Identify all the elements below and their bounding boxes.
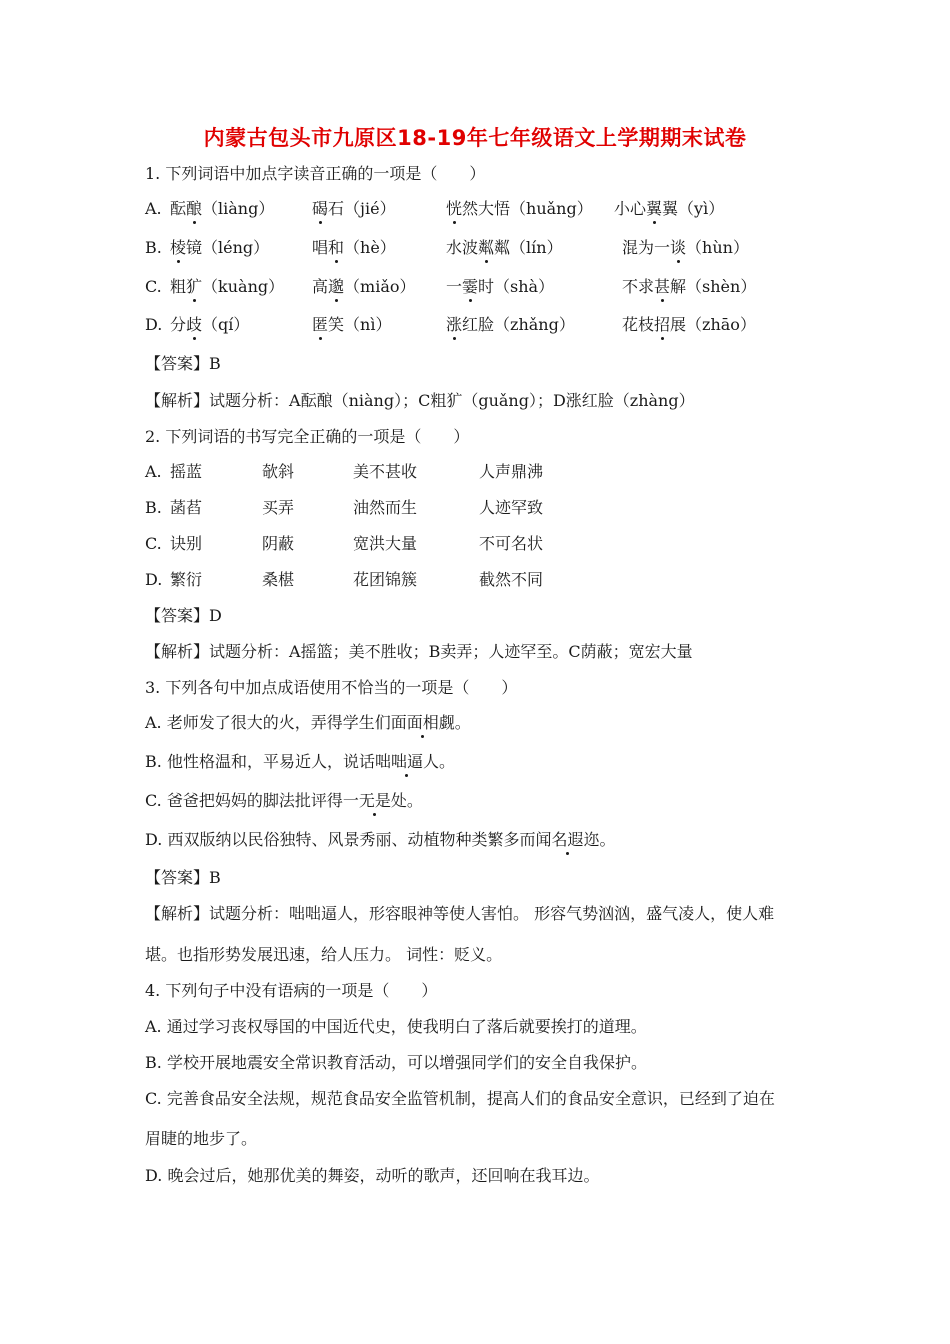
- q4-option-c-continued: 眉睫的地步了。: [145, 1129, 258, 1148]
- q3-option-c: C. 爸爸把妈妈的脚法批评得一无是处。: [145, 791, 423, 810]
- q2-d-item: 截然不同: [479, 570, 544, 589]
- q2-a-item: 摇蓝: [170, 462, 203, 481]
- document-title: 内蒙古包头市九原区18-19年七年级语文上学期期末试卷: [203, 126, 747, 150]
- q2-a-item: 欹斜: [262, 462, 295, 481]
- q2-option-c-label: C.: [145, 534, 162, 553]
- q1-c-item: 一霎时（shà）: [446, 277, 555, 296]
- q2-option-b-label: B.: [145, 498, 162, 517]
- q2-analysis: 【解析】试题分析：A摇篮；美不胜收；B卖弄；人迹罕至。C荫蔽；宽宏大量: [145, 642, 693, 661]
- q2-c-item: 诀别: [170, 534, 203, 553]
- q1-option-a-label: A.: [145, 199, 162, 218]
- q1-answer: 【答案】B: [145, 354, 221, 373]
- q2-b-item: 菡萏: [170, 498, 203, 517]
- q1-option-d-label: D.: [145, 315, 163, 334]
- q1-b-item: 水波粼粼（lín）: [446, 238, 563, 257]
- q3-answer: 【答案】B: [145, 868, 221, 887]
- q1-a-item: 碣石（jié）: [312, 199, 396, 218]
- q3-option-a: A. 老师发了很大的火，弄得学生们面面相觑。: [145, 713, 471, 732]
- q3-analysis: 【解析】试题分析：咄咄逼人，形容眼神等使人害怕。 形容气势汹汹，盛气凌人，使人难: [145, 904, 775, 923]
- q1-option-b-label: B.: [145, 238, 162, 257]
- q2-answer: 【答案】D: [145, 606, 222, 625]
- q3-stem: 3. 下列各句中加点成语使用不恰当的一项是（ ）: [145, 678, 518, 697]
- q4-option-c: C. 完善食品安全法规，规范食品安全监管机制，提高人们的食品安全意识，已经到了迫在: [145, 1089, 775, 1108]
- q1-c-item: 高邈（miǎo）: [312, 277, 416, 296]
- q1-b-item: 混为一谈（hùn）: [622, 238, 749, 257]
- q1-stem: 1. 下列词语中加点字读音正确的一项是（ ）: [145, 164, 486, 183]
- q1-analysis: 【解析】试题分析：A酝酿（niàng）；C粗犷（guǎng）；D涨红脸（zhàng）: [145, 391, 695, 410]
- q2-b-item: 买弄: [262, 498, 295, 517]
- q1-a-item: 恍然大悟（huǎng）: [446, 199, 593, 218]
- q2-d-item: 桑椹: [262, 570, 295, 589]
- q1-c-item: 粗犷（kuàng）: [170, 277, 285, 296]
- q3-option-b: B. 他性格温和，平易近人，说话咄咄逼人。: [145, 752, 455, 771]
- q2-d-item: 繁衍: [170, 570, 203, 589]
- q4-option-b: B. 学校开展地震安全常识教育活动，可以增强同学们的安全自我保护。: [145, 1053, 647, 1072]
- q2-c-item: 阴蔽: [262, 534, 295, 553]
- q3-option-d: D. 西双版纳以民俗独特、风景秀丽、动植物种类繁多而闻名遐迩。: [145, 830, 616, 849]
- q1-a-item: 小心翼翼（yì）: [614, 199, 725, 218]
- q2-a-item: 人声鼎沸: [479, 462, 544, 481]
- q1-d-item: 花枝招展（zhāo）: [622, 315, 756, 334]
- q2-stem: 2. 下列词语的书写完全正确的一项是（ ）: [145, 427, 470, 446]
- q1-d-item: 分歧（qí）: [170, 315, 250, 334]
- q4-option-d: D. 晚会过后，她那优美的舞姿，动听的歌声，还回响在我耳边。: [145, 1166, 600, 1185]
- q1-b-item: 棱镜（léng）: [170, 238, 270, 257]
- q1-a-item: 酝酿（liàng）: [170, 199, 275, 218]
- q2-a-item: 美不甚收: [353, 462, 418, 481]
- q1-b-item: 唱和（hè）: [312, 238, 396, 257]
- q2-option-d-label: D.: [145, 570, 163, 589]
- q1-d-item: 匿笑（nì）: [312, 315, 392, 334]
- q2-b-item: 油然而生: [353, 498, 418, 517]
- q2-c-item: 不可名状: [479, 534, 544, 553]
- q2-d-item: 花团锦簇: [353, 570, 418, 589]
- q1-d-item: 涨红脸（zhǎng）: [446, 315, 575, 334]
- q2-c-item: 宽洪大量: [353, 534, 418, 553]
- q2-option-a-label: A.: [145, 462, 162, 481]
- q2-b-item: 人迹罕致: [479, 498, 544, 517]
- q1-c-item: 不求甚解（shèn）: [622, 277, 757, 296]
- q1-option-c-label: C.: [145, 277, 162, 296]
- q4-option-a: A. 通过学习丧权辱国的中国近代史，使我明白了落后就要挨打的道理。: [145, 1017, 647, 1036]
- q3-analysis-continued: 堪。也指形势发展迅速，给人压力。 词性：贬义。: [145, 945, 503, 964]
- q4-stem: 4. 下列句子中没有语病的一项是（ ）: [145, 981, 438, 1000]
